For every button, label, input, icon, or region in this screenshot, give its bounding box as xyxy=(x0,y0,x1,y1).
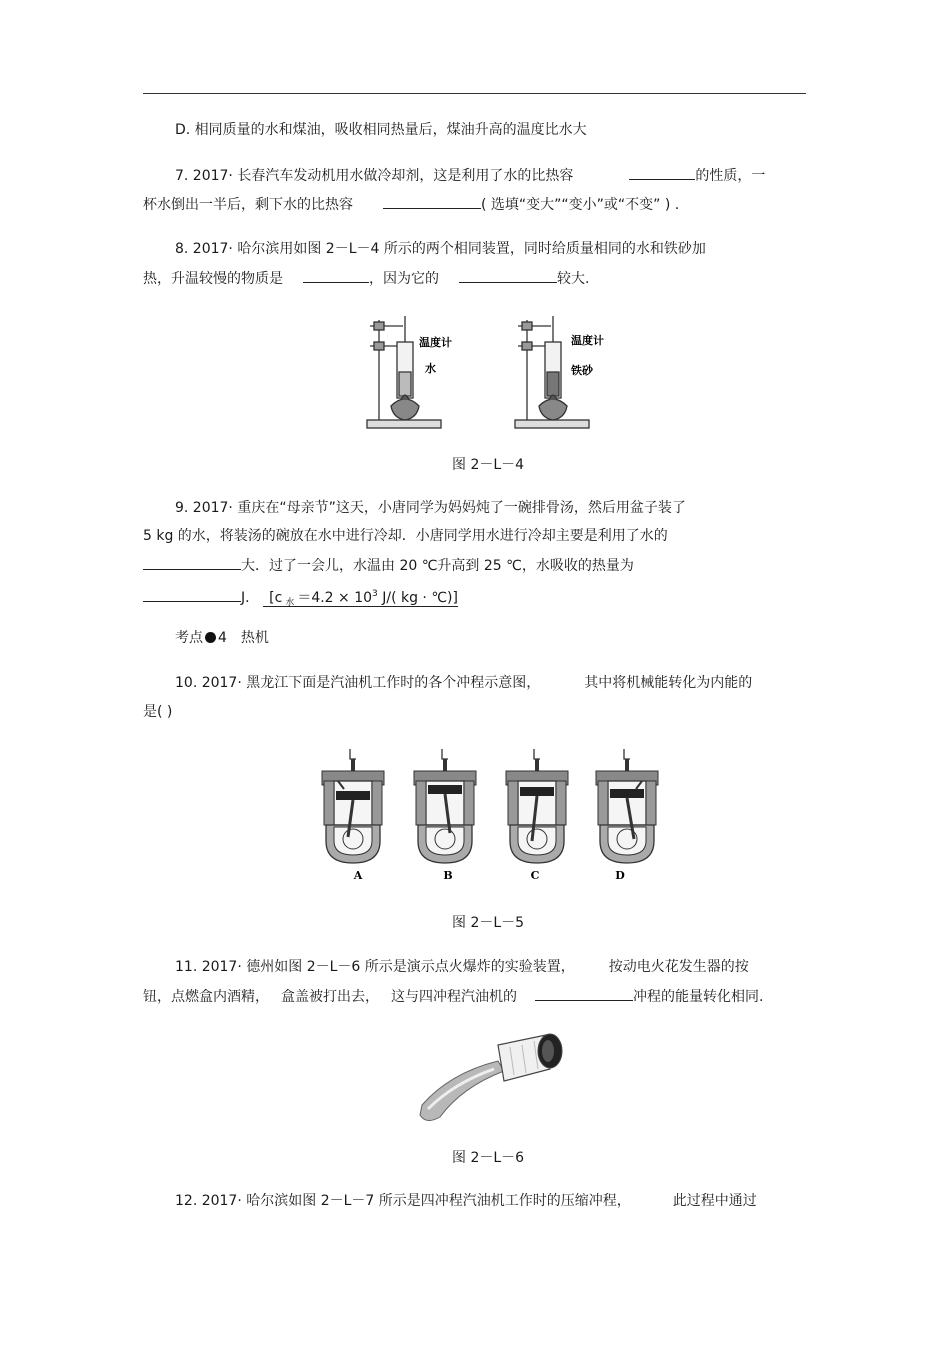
figure-2-L-6 xyxy=(410,1025,580,1125)
q9-line4 xyxy=(143,584,458,613)
label-water: 水 xyxy=(425,362,436,375)
q8-blank-2[interactable] xyxy=(459,268,557,283)
q8-line2-mid: ，因为它的 xyxy=(369,271,439,287)
q8-line2 xyxy=(143,268,589,289)
q9-formula-exp: 3 xyxy=(372,589,378,599)
engine-a xyxy=(322,749,384,863)
q11-blank-1[interactable] xyxy=(535,986,633,1001)
q11-line2-a: 钮，点燃盒内酒精， xyxy=(143,989,269,1005)
section-title: 热机 xyxy=(240,630,269,646)
q8-line2-tail: 较大. xyxy=(557,271,590,287)
figure-caption-2-L-6: 图 2－L－6 xyxy=(452,1150,525,1166)
q11-line2-c: 这与四冲程汽油机的 xyxy=(391,989,517,1005)
section-prefix: 考点 xyxy=(175,630,203,646)
engine-label-a: A xyxy=(353,869,363,882)
q10-line1-text: 10. 2017· 黑龙江下面是汽油机工作时的各个冲程示意图， xyxy=(175,675,541,691)
q7-line1-text: 7. 2017· 长春汽车发动机用水做冷却剂，这是利用了水的比热容 xyxy=(175,168,574,184)
header-rule xyxy=(143,93,806,94)
engine-b xyxy=(414,749,476,863)
q9-formula xyxy=(263,590,458,607)
q9-blank-1[interactable] xyxy=(143,555,241,570)
q10-line2: 是( ) xyxy=(143,704,173,720)
q8-line1: 8. 2017· 哈尔滨用如图 2－L－4 所示的两个相同装置，同时给质量相同的水和铁砂加 xyxy=(175,241,706,257)
q11-line2-b: 盒盖被打出去， xyxy=(281,989,379,1005)
label-thermometer-left: 温度计 xyxy=(419,336,452,349)
bullet-dot-icon xyxy=(205,632,216,643)
q7-line2-tail: ( 选填“变大”“变小”或“不变” ) . xyxy=(481,197,680,213)
engine-d xyxy=(596,749,658,863)
engine-c xyxy=(506,749,568,863)
q9-line4-unit: J． xyxy=(241,590,260,606)
q6-option-d: D. 相同质量的水和煤油，吸收相同热量后，煤油升高的温度比水大 xyxy=(175,122,587,138)
q7-line1 xyxy=(175,165,765,186)
q11-line2 xyxy=(143,986,763,1007)
q9-formula-c: [c xyxy=(269,590,283,606)
figure-caption-2-L-4: 图 2－L－4 xyxy=(452,457,525,473)
q9-line3-text: 大．过了一会儿，水温由 20 ℃升高到 25 ℃，水吸收的热量为 xyxy=(241,558,634,574)
label-thermometer-right: 温度计 xyxy=(571,334,604,347)
figure-2-L-4 xyxy=(365,312,625,434)
q10-line1-tail: 其中将机械能转化为内能的 xyxy=(584,675,753,691)
q10-line1 xyxy=(175,673,752,693)
q8-blank-1[interactable] xyxy=(303,268,369,283)
q11-line1 xyxy=(175,957,749,977)
q12-line1 xyxy=(175,1191,757,1211)
q7-line2-text: 杯水倒出一半后，剩下水的比热容 xyxy=(143,197,353,213)
q9-line2: 5 kg 的水，将装汤的碗放在水中进行冷却．小唐同学用水进行冷却主要是利用了水的 xyxy=(143,528,668,544)
engine-label-b: B xyxy=(443,869,453,882)
q11-line1-tail: 按动电火花发生器的按 xyxy=(608,959,749,975)
q7-line1-tail: 的性质，一 xyxy=(695,168,766,184)
q9-blank-2[interactable] xyxy=(143,587,241,602)
q8-line2-text: 热，升温较慢的物质是 xyxy=(143,271,283,287)
q11-line2-d: 冲程的能量转化相同. xyxy=(633,989,764,1005)
figure-2-L-5 xyxy=(320,745,660,885)
q7-line2 xyxy=(143,194,679,215)
q9-line1: 9. 2017· 重庆在“母亲节”这天，小唐同学为妈妈炖了一碗排骨汤，然后用盆子装了 xyxy=(175,500,686,516)
q12-line1-text: 12. 2017· 哈尔滨如图 2－L－7 所示是四冲程汽油机工作时的压缩冲程， xyxy=(175,1193,631,1209)
q9-formula-value: ＝4.2 × 10 xyxy=(297,590,373,606)
q7-blank-1[interactable] xyxy=(629,165,695,180)
q12-line1-tail: 此过程中通过 xyxy=(672,1193,757,1209)
section-heading xyxy=(175,628,269,648)
engine-label-d: D xyxy=(615,869,625,882)
label-iron-sand: 铁砂 xyxy=(571,364,593,377)
section-number: 4 xyxy=(218,630,227,646)
q9-formula-unit: J/( kg · ℃)] xyxy=(377,590,458,606)
q9-line3 xyxy=(143,555,634,576)
figure-caption-2-L-5: 图 2－L－5 xyxy=(452,915,525,931)
q7-blank-2[interactable] xyxy=(383,194,481,209)
box-cup-icon xyxy=(498,1034,562,1081)
engine-label-c: C xyxy=(530,869,540,882)
q11-line1-text: 11. 2017· 德州如图 2－L－6 所示是演示点火爆炸的实验装置， xyxy=(175,959,575,975)
q9-formula-sub: 水 xyxy=(285,598,295,608)
